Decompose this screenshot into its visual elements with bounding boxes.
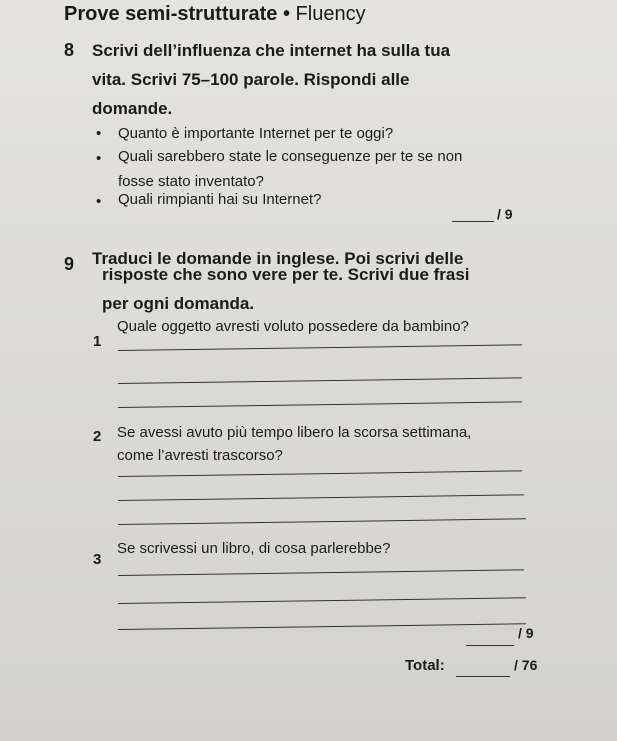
- question-2-text-line-2: come l’avresti trascorso?: [117, 447, 283, 464]
- answer-line[interactable]: [118, 623, 526, 630]
- exercise-8-bullet-3: Quali rimpianti hai su Internet?: [118, 191, 322, 208]
- exercise-9-instruction-line-2: risposte che sono vere per te. Scrivi due frasi: [102, 265, 470, 284]
- bullet-dot: •: [96, 125, 102, 142]
- exercise-8-bullet-2-line-1: Quali sarebbero state le conseguenze per te se non: [118, 148, 463, 165]
- title-bullet: •: [282, 3, 290, 25]
- page-title: [64, 3, 366, 26]
- title-rest: Fluency: [295, 3, 366, 25]
- answer-line[interactable]: [118, 401, 522, 408]
- exercise-8-bullet-1: Quanto è importante Internet per te oggi?: [118, 125, 394, 142]
- exercise-9-instruction-line-1: Traduci le domande in inglese. Poi scrivi delle: [92, 249, 464, 268]
- question-3-text: Se scrivessi un libro, di cosa parlerebbe?: [117, 540, 391, 557]
- answer-line[interactable]: [118, 597, 526, 604]
- exercise-8-bullet-2-line-2: fosse stato inventato?: [118, 173, 264, 190]
- title-bold: Prove semi-strutturate: [64, 3, 278, 25]
- answer-line[interactable]: [118, 344, 522, 351]
- question-1-text: Quale oggetto avresti voluto possedere da bambino?: [117, 318, 469, 335]
- bullet-dot: •: [96, 150, 102, 167]
- exercise-8-instruction-line-2: vita. Scrivi 75–100 parole. Rispondi alle: [92, 70, 410, 89]
- answer-line[interactable]: [118, 569, 524, 576]
- score-blank[interactable]: [452, 221, 494, 222]
- answer-line[interactable]: [118, 518, 526, 525]
- answer-line[interactable]: [118, 377, 522, 384]
- question-2-text-line-1: Se avessi avuto più tempo libero la scorsa settimana,: [117, 424, 472, 441]
- answer-line[interactable]: [118, 470, 522, 477]
- exercise-8-instruction-line-3: domande.: [92, 99, 173, 118]
- score-blank[interactable]: [466, 645, 514, 646]
- exercise-8-number: 8: [64, 40, 75, 60]
- question-1-number: 1: [93, 333, 102, 350]
- exercise-8-score: / 9: [497, 206, 513, 222]
- total-score: / 76: [514, 657, 538, 673]
- exercise-9-instruction-line-3: per ogni domanda.: [102, 294, 255, 313]
- total-label: Total:: [405, 657, 445, 674]
- exercise-8-instruction-line-1: Scrivi dell’influenza che internet ha sulla tua: [92, 41, 451, 60]
- bullet-dot: •: [96, 193, 102, 210]
- answer-line[interactable]: [118, 494, 524, 501]
- exercise-9-number: 9: [64, 254, 75, 274]
- exercise-9-score: / 9: [518, 625, 534, 641]
- total-blank[interactable]: [456, 676, 510, 677]
- question-3-number: 3: [93, 551, 102, 568]
- question-2-number: 2: [93, 428, 102, 445]
